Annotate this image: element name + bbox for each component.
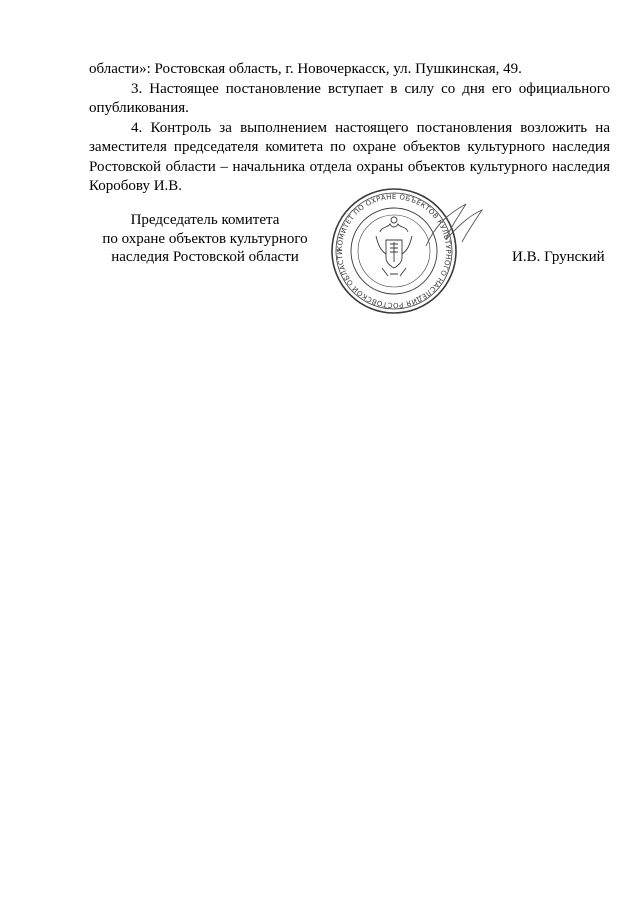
- signatory-name: И.В. Грунский: [512, 249, 605, 265]
- signatory-title-line: по охране объектов культурного: [102, 230, 308, 247]
- signatory-title-line: Председатель комитета: [130, 212, 280, 228]
- signatory-title-line: наследия Ростовской области: [111, 249, 299, 265]
- official-seal-icon: [316, 184, 496, 319]
- seal-emblem: [376, 217, 412, 276]
- paragraph-item-4: 4. Контроль за выполнением настоящего постановления возложить на заместителя председателя комитета по охране объектов культурного наследия Ростовской области – начальника отдела охраны объектов культурного наследия Коробову И.В.: [89, 119, 610, 194]
- signatory-title: [70, 211, 340, 267]
- paragraph-address-continuation: области»: Ростовская область, г. Новочеркасск, ул. Пушкинская, 49.: [89, 61, 522, 77]
- seal-lettering: КОМИТЕТ ПО ОХРАНЕ ОБЪЕКТОВ КУЛЬТУРНОГО НАСЛЕДИЯ РОСТОВСКОЙ ОБЛАСТИ: [335, 192, 453, 310]
- document-body: [89, 60, 610, 197]
- paragraph-item-3: 3. Настоящее постановление вступает в силу со дня его официального опубликования.: [89, 80, 610, 116]
